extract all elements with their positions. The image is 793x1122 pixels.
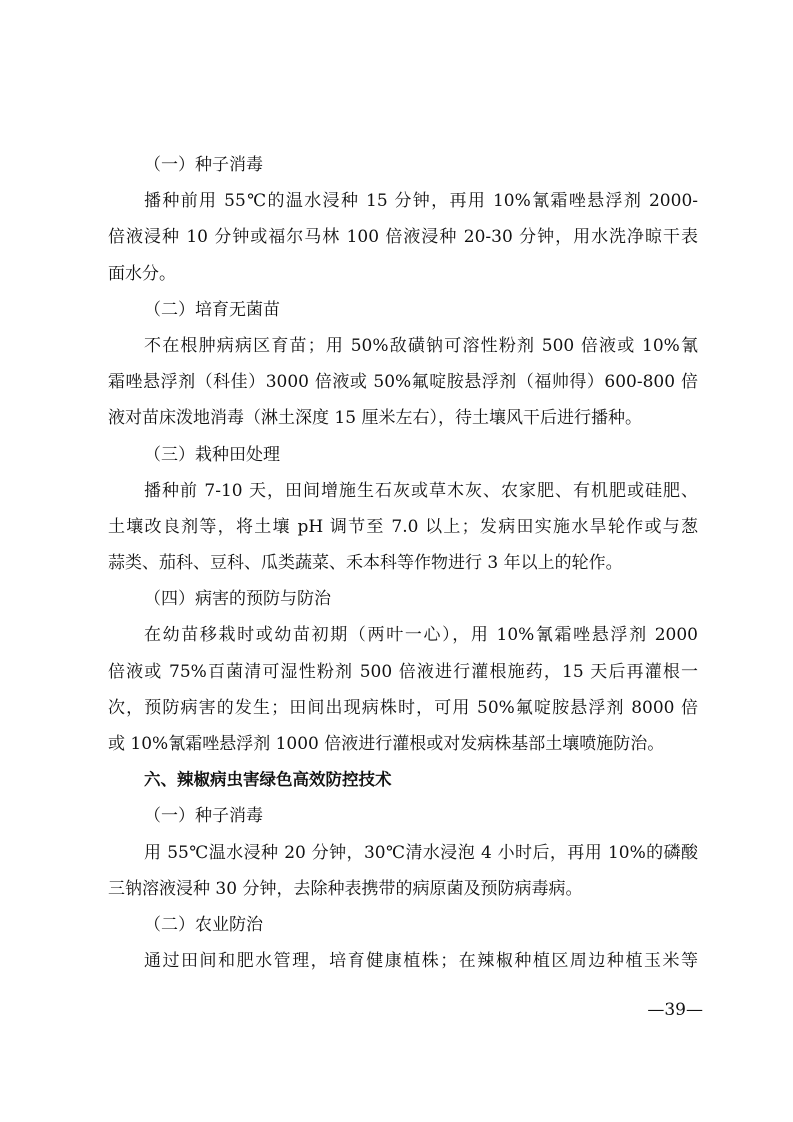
paragraph-line: 倍液或 75%百菌清可湿性粉剂 500 倍液进行灌根施药，15 天后再灌根一 (108, 661, 698, 682)
paragraph-line: 不在根肿病病区育苗；用 50%敌磺钠可溶性粉剂 500 倍液或 10%氰 (144, 335, 698, 356)
paragraph-line: 蒜类、茄科、豆科、瓜类蔬菜、禾本科等作物进行 3 年以上的轮作。 (108, 553, 623, 574)
subheading: （一）种子消毒 (144, 155, 263, 175)
paragraph-line: 面水分。 (108, 263, 176, 284)
paragraph-line: 或 10%氰霜唑悬浮剂 1000 倍液进行灌根或对发病株基部土壤喷施防治。 (108, 734, 665, 754)
document-body (108, 147, 698, 979)
subheading: （三）栽种田处理 (144, 444, 280, 465)
paragraph-line: 次，预防病害的发生；田间出现病株时，可用 50%氟啶胺悬浮剂 8000 倍 (108, 697, 698, 718)
subheading: （二）培育无菌苗 (144, 299, 280, 320)
page-number: —39— (647, 1000, 703, 1020)
paragraph-line: 用 55℃温水浸种 20 分钟，30℃清水浸泡 4 小时后，再用 10%的磷酸 (144, 842, 698, 863)
paragraph-line: 土壤改良剂等，将土壤 pH 调节至 7.0 以上；发病田实施水旱轮作或与葱 (108, 516, 698, 537)
subheading: （四）病害的预防与防治 (144, 589, 331, 610)
paragraph-line: 液对苗床泼地消毒（淋土深度 15 厘米左右），待土壤风干后进行播种。 (108, 408, 642, 429)
paragraph-line: 三钠溶液浸种 30 分钟，去除种表携带的病原菌及预防病毒病。 (108, 878, 583, 899)
paragraph-line: 通过田间和肥水管理，培育健康植株；在辣椒种植区周边种植玉米等 (144, 951, 698, 972)
subheading: （二）农业防治 (144, 914, 263, 935)
subheading: （一）种子消毒 (144, 806, 263, 827)
paragraph-line: 倍液浸种 10 分钟或福尔马林 100 倍液浸种 20-30 分钟，用水洗净晾干表 (108, 227, 698, 248)
section-heading: 六、辣椒病虫害绿色高效防控技术 (144, 770, 392, 790)
paragraph-line: 霜唑悬浮剂（科佳）3000 倍液或 50%氟啶胺悬浮剂（福帅得）600-800 倍 (108, 372, 698, 393)
paragraph-line: 播种前 7-10 天，田间增施生石灰或草木灰、农家肥、有机肥或硅肥、 (144, 480, 698, 501)
paragraph-line: 在幼苗移栽时或幼苗初期（两叶一心），用 10%氰霜唑悬浮剂 2000 (144, 625, 698, 646)
paragraph-line: 播种前用 55℃的温水浸种 15 分钟，再用 10%氰霜唑悬浮剂 2000- (144, 191, 698, 212)
